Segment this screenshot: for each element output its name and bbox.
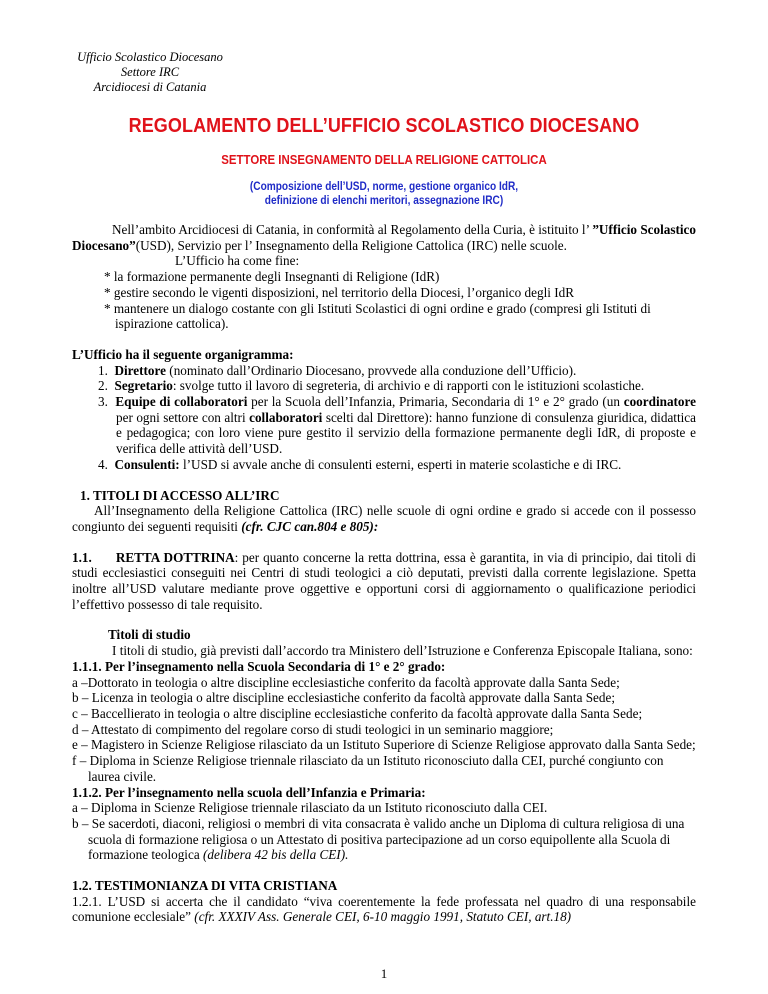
title-item: a –Dottorato in teologia o altre discipline ecclesiastiche conferito da facoltà approvate dalla Santa Sede; — [72, 674, 620, 690]
parenthetical-line-2: definizione di elenchi meritori, assegnazione IRC) — [264, 195, 504, 207]
section-1-2-heading: 1.2. TESTIMONIANZA DI VITA CRISTIANA — [72, 878, 338, 894]
aim-item: * mantenere un dialogo costante con gli Istituti Scolastici di ogni ordine e grado (compresi gli Istituti di ispirazione cattolica). — [104, 300, 651, 332]
section-1-2-text: 1.2.1. L’USD si accerta che il candidato “viva coerentemente la fede professata nel quadro di una responsabile comunione ecclesiale” (cfr. XXXIV Ass. Generale CEI, 6-10 maggio 1991, Statuto CEI, art.18) — [72, 893, 696, 925]
org-item-director: 1. Direttore (nominato dall’Ordinario Diocesano, provvede alla conduzione dell’Ufficio). — [98, 362, 577, 378]
title-item: b – Licenza in teologia o altre discipline ecclesiastiche conferito da facoltà approvate dalla Santa Sede; — [72, 690, 616, 706]
main-title: REGOLAMENTO DELL’UFFICIO SCOLASTICO DIOCESANO — [128, 115, 640, 137]
sub-title: SETTORE INSEGNAMENTO DELLA RELIGIONE CATTOLICA — [221, 152, 547, 167]
title-item: e – Magistero in Scienze Religiose rilasciato da un Istituto Superiore di Scienze Religiose approvato dalla Santa Sede; — [72, 737, 696, 753]
section-1-heading: 1. TITOLI DI ACCESSO ALL’IRC — [80, 487, 280, 503]
document-body — [72, 222, 696, 925]
header-office: Ufficio Scolastico Diocesano — [77, 50, 223, 64]
parenthetical-line-1: (Composizione dell’USD, norme, gestione organico IdR, — [249, 181, 519, 193]
page-number: 1 — [380, 966, 388, 981]
titoli-intro: I titoli di studio, già previsti dall’accordo tra Ministero dell’Istruzione e Conferenza Episcopale Italiana, sono: — [112, 643, 693, 659]
org-item-secretary: 2. Segretario: svolge tutto il lavoro di segreteria, di archivio e di rapporti con le istituzioni scolastiche. — [98, 378, 645, 394]
section-1-1: 1.1. RETTA DOTTRINA: per quanto concerne la retta dottrina, essa è garantita, in via di principio, dai titoli di studi ecclesiastici conseguiti nei Centri di studi teologici a ciò deputati, previsti dalla corrente legislazione. Spetta inoltre all’USD valutare mediante prove oggettive e opportuni corsi di aggiornamento o qualificazione periodici l’effettivo possesso di tale requisito. — [72, 549, 696, 612]
titoli-heading: Titoli di studio — [108, 627, 191, 643]
title-item: f – Diploma in Scienze Religiose triennale rilasciato da un Istituto riconosciuto dalla CEI, purché congiunto con laurea civile. — [72, 753, 664, 784]
org-item-equipe: 3. Equipe di collaboratori per la Scuola dell’Infanzia, Primaria, Secondaria di 1° e 2° grado (un coordinatore per ogni settore con altri collaboratori scelti dal Direttore): hanno funzione di consulenza giuridica, didattica e pedagogica; con loro viene pure gestito il servizio della formazione permanente degli IdR, di proposte e verifica delle attività dell’USD. — [98, 394, 696, 457]
header-block — [60, 50, 240, 95]
title-item: c – Baccellierato in teologia o altre discipline ecclesiastiche conferito da facoltà approvate dalla Santa Sede; — [72, 705, 643, 721]
title-parenthetical — [46, 180, 722, 208]
title-item: a – Diploma in Scienze Religiose triennale rilasciato da un Istituto riconosciuto dalla CEI. — [72, 800, 548, 816]
aims-list — [72, 269, 696, 332]
header-diocese: Arcidiocesi di Catania — [93, 80, 207, 94]
header-sector: Settore IRC — [120, 65, 180, 79]
title-item: d – Attestato di compimento del regolare corso di studi teologici in un seminario maggiore; — [72, 721, 554, 737]
intro-paragraph: Nell’ambito Arcidiocesi di Catania, in conformità al Regolamento della Curia, è istituito l’ ”Ufficio Scolastico Diocesano”(USD), Servizio per l’ Insegnamento della Religione Cattolica (IRC) nelle scuole. — [72, 222, 696, 253]
org-heading: L’Ufficio ha il seguente organigramma: — [72, 346, 294, 362]
heading-1-1-1: 1.1.1. Per l’insegnamento nella Scuola Secondaria di 1° e 2° grado: — [72, 658, 446, 674]
aim-item: * la formazione permanente degli Insegnanti di Religione (IdR) — [104, 269, 440, 285]
titles-list-secondary — [72, 675, 696, 785]
section-1-text: All’Insegnamento della Religione Cattolica (IRC) nelle scuole di ogni ordine e grado si accede con il possesso congiunto dei seguenti requisiti (cfr. CJC can.804 e 805): — [72, 503, 696, 534]
aim-item: * gestire secondo le vigenti disposizioni, nel territorio della Diocesi, l’organico degli IdR — [104, 284, 574, 300]
heading-1-1-2: 1.1.2. Per l’insegnamento nella scuola dell’Infanzia e Primaria: — [72, 784, 426, 800]
intro-aims: L’Ufficio ha come fine: — [175, 253, 300, 269]
org-list — [72, 363, 696, 473]
title-item: b – Se sacerdoti, diaconi, religiosi o membri di vita consacrata è valido anche un Diploma di cultura religiosa di una scuola di formazione religiosa o un Attestato di positiva partecipazione ad un corso equipollente alla Scuola di formazione teologica (delibera 42 bis della CEI). — [72, 815, 685, 863]
org-item-consultants: 4. Consulenti: l’USD si avvale anche di consulenti esterni, esperti in materie scolastiche e di IRC. — [98, 456, 622, 472]
